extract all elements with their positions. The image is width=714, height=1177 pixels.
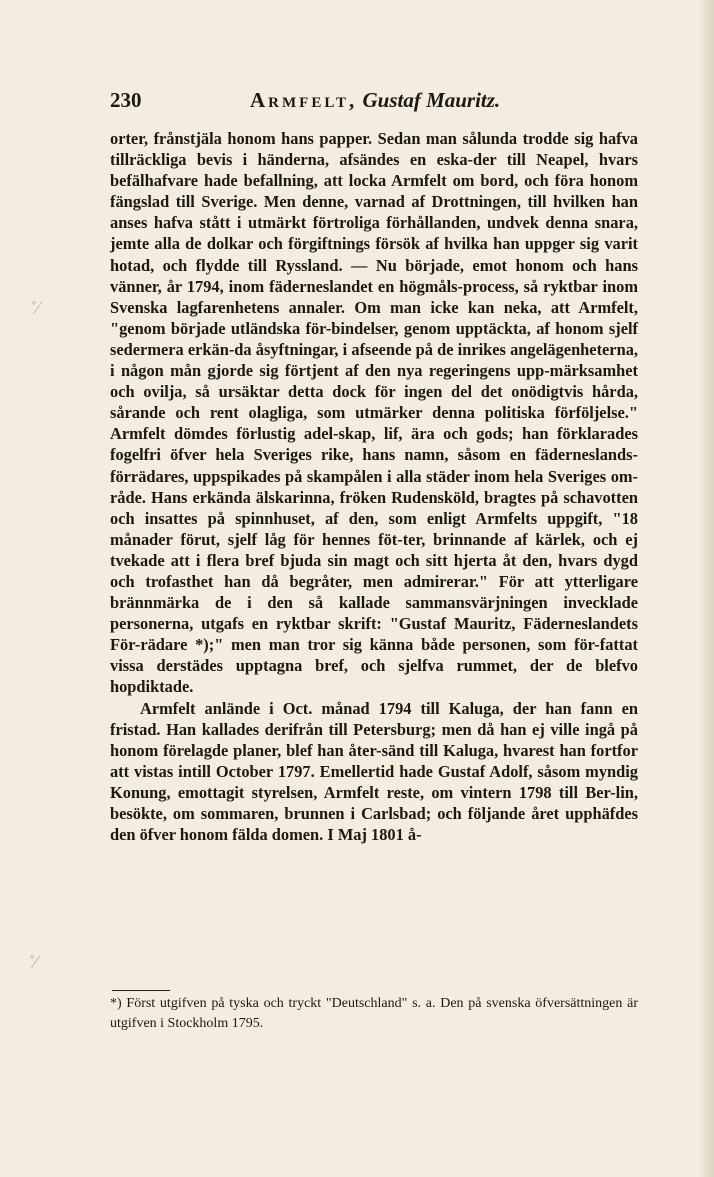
running-title-subtitle: Gustaf Mauritz. bbox=[362, 88, 501, 112]
page-edge-shadow bbox=[698, 0, 714, 1177]
running-title-name: Armfelt, bbox=[250, 88, 358, 112]
margin-pencil-mark: ˚⁄ bbox=[30, 298, 39, 318]
page-number: 230 bbox=[110, 88, 142, 112]
running-title bbox=[250, 88, 500, 113]
body-text bbox=[110, 128, 638, 845]
paragraph-1: orter, frånstjäla honom hans papper. Sedan man sålunda trodde sig hafva tillräckliga bevis i händerna, afsändes en eska-der till Neapel, hvars befälhafvare hade befallning, att locka Armfelt om bord, och föra honom fängslad till Sverige. Men denne, varnad af Drottningen, till hvilken han anses hafva stått i utmärkt förtroliga förhållanden, undvek denna snara, jemte alla de dolkar och förgiftnings försök af hvilka han uppger sig varit hotad, och flydde till Ryssland. — Nu började, emot honom och hans vänner, år 1794, inom fäderneslandet en högmåls-process, så ryktbar inom Svenska lagfarenhetens annaler. Om man icke kan neka, att Armfelt, "genom började utländska för-bindelser, genom upptäckta, af honom sjelf sedermera erkän-da åsyftningar, i afseende på de inrikes angelägenheterna, i någon mån gjorde sig förtjent af den nya regeringens upp-märksamhet och ovilja, så ursäktar detta dock för ingen del det onödigtvis hårda, sårande och rent olagliga, som utmärker denna politiska förföljelse." Armfelt dömdes förlustig adel-skap, lif, ära och gods; han förklarades fogelfri öfver hela Sveriges rike, hans namn, såsom en fäderneslands-förrädares, uppspikades på skampålen i alla städer inom hela Sveriges om-råde. Hans erkända älskarinna, fröken Rudensköld, bragtes på schavotten och insattes på spinnhuset, af den, som enligt Armfelts uppgift, "18 månader förut, sjelf låg för hennes föt-ter, brinnande af kärlek, och ej tvekade att i flera bref bjuda sin magt och sitt hjerta åt den, hvars dygd och trofasthet han då begråter, men admirerar." För att ytterligare brännmärka de i den så kallade sammansvärjningen invecklade personerna, utgafs en ryktbar skrift: "Gustaf Mauritz, Fäderneslandets För-rädare *);" men man tror sig känna både personen, som för-fattat vissa derstädes upptagna bref, och sjelfva rummet, der de blefvo hopdiktade. bbox=[110, 129, 638, 697]
footnote: *) Först utgifven på tyska och tryckt "Deutschland" s. a. Den på svenska öfversättningen är utgifven i Stockholm 1795. bbox=[110, 996, 638, 1031]
paragraph-2: Armfelt anlände i Oct. månad 1794 till Kaluga, der han fann en fristad. Han kallades derifrån till Petersburg; men då han ej ville ingå på honom förelagde planer, blef han åter-sänd till Kaluga, hvarest han fortfor att vistas intill October 1797. Emellertid hade Gustaf Adolf, såsom myndig Konung, emottagit styrelsen, Armfelt reste, om vintern 1798 till Ber-lin, besökte, om sommaren, brunnen i Carlsbad; och följande året upphäfdes den öfver honom fälda domen. I Maj 1801 å- bbox=[110, 698, 638, 845]
margin-pencil-mark-lower: ˚⁄ bbox=[28, 952, 37, 972]
footnote-divider bbox=[112, 990, 170, 991]
page-header bbox=[110, 88, 630, 118]
